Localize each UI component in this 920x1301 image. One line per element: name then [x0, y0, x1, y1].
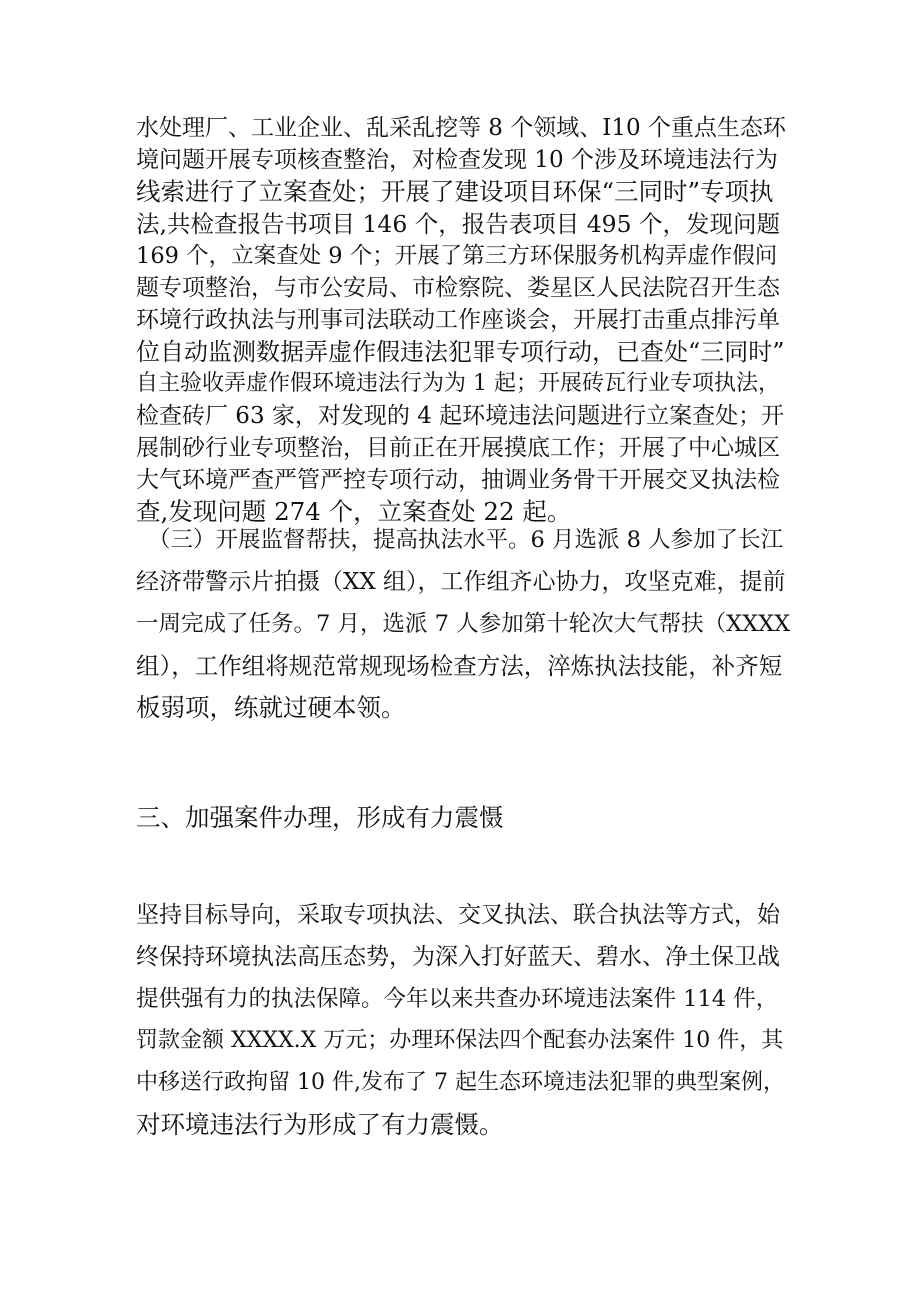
text-line: 终保持环境执法高压态势，为深入打好蓝天、碧水、净土保卫战 [136, 944, 780, 970]
text-line: 水处理厂、工业企业、乱采乱挖等 8 个领域、I10 个重点生态环 [136, 115, 786, 141]
text-line: 一周完成了任务。7 月，选派 7 人参加第十轮次大气帮扶（XXXX [136, 611, 791, 637]
text-line: 题专项整治，与市公安局、市检察院、娄星区人民法院召开生态 [136, 275, 780, 301]
text-line: 坚持目标导向，采取专项执法、交叉执法、联合执法等方式，始 [136, 902, 780, 928]
text-line: 罚款金额 XXXX.X 万元；办理环保法四个配套办法案件 10 件，其 [136, 1028, 784, 1053]
text-line: 板弱项，练就过硬本领。 [136, 693, 406, 722]
text-line: 检查砖厂 63 家，对发现的 4 起环境违法问题进行立案查处；开 [136, 403, 785, 429]
text-line: 组），工作组将规范常规现场检查方法，淬炼执法技能，补齐短 [136, 652, 783, 680]
text-line: 线索进行了立案查处；开展了建设项目环保“三同时”专项执 [136, 177, 774, 206]
text-line: 169 个，立案查处 9 个；开展了第三方环保服务机构弄虚作假问 [136, 243, 778, 269]
text-line: 查,发现问题 274 个，立案查处 22 起。 [136, 497, 572, 526]
text-line: 经济带警示片拍摄（XX 组），工作组齐心协力，攻坚克难，提前 [136, 569, 786, 595]
text-line: 位自动监测数据弄虚作假违法犯罪专项行动，已查处“三同时” [136, 338, 785, 366]
text-line: 境问题开展专项核查整治，对检查发现 10 个涉及环境违法行为 [136, 147, 778, 173]
text-line: 大气环境严查严管严控专项行动，抽调业务骨干开展交叉执法检 [136, 467, 780, 493]
text-line: 展制砂行业专项整治，目前正在开展摸底工作；开展了中心城区 [136, 435, 780, 461]
text-line: 中移送行政拘留 10 件,发布了 7 起生态环境违法犯罪的典型案例， [136, 1070, 785, 1095]
text-line: 对环境违法行为形成了有力震慑。 [136, 1110, 504, 1139]
text-line: 提供强有力的执法保障。今年以来共查办环境违法案件 114 件， [136, 986, 779, 1012]
text-line: （三）开展监督帮扶，提高执法水平。6 月选派 8 人参加了长江 [148, 527, 784, 553]
text-line: 环境行政执法与刑事司法联动工作座谈会，开展打击重点排污单 [136, 307, 780, 333]
text-line: 法,共检查报告书项目 146 个，报告表项目 495 个，发现问题 [136, 210, 781, 238]
section-heading: 三、加强案件办理，形成有力震慑 [136, 803, 504, 832]
text-line: 自主验收弄虚作假环境违法行为为 1 起；开展砖瓦行业专项执法， [136, 371, 780, 396]
